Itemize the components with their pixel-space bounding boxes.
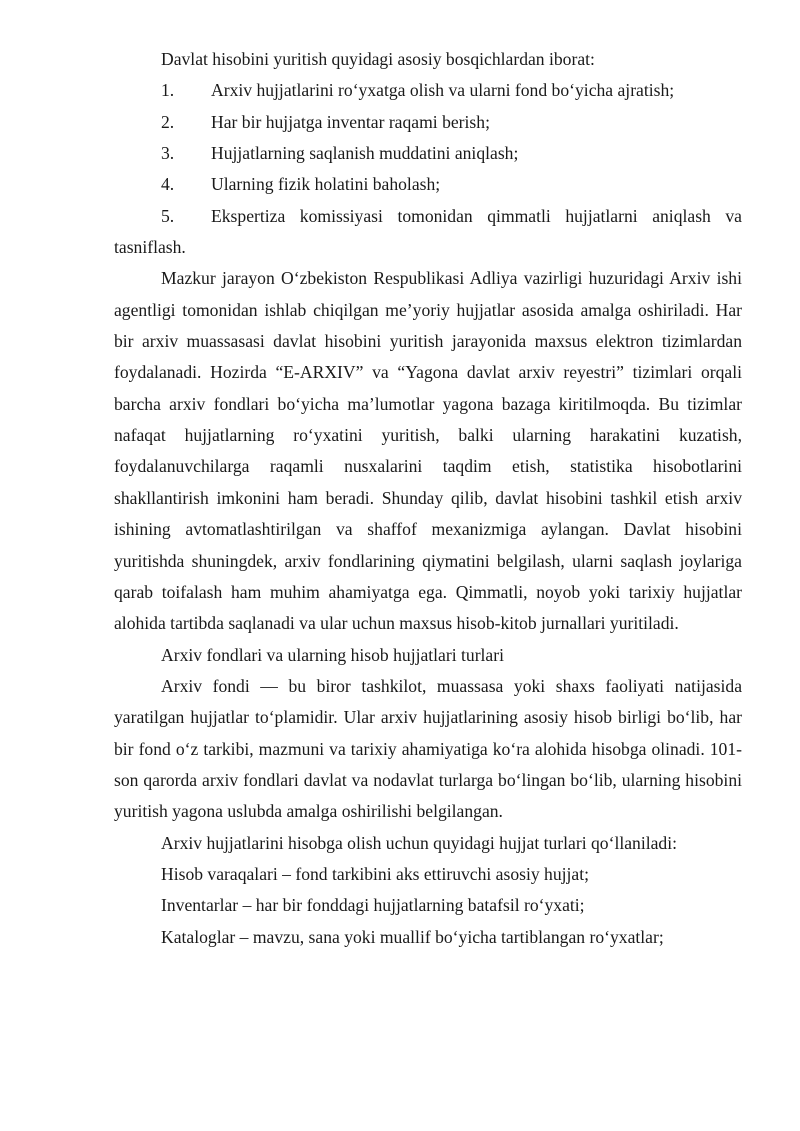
list-number: 2. [161,111,175,132]
list-number: 3. [161,143,175,164]
list-text: Ekspertiza komissiyasi tomonidan qimmatli hujjatlarni aniqlash va tasniflash. [114,205,742,258]
list-number: 5. [161,205,175,226]
list-item-step-1 [114,75,742,106]
list-item-step-3 [114,138,742,169]
list-number: 1. [161,80,175,101]
list-text: Arxiv hujjatlarini ro‘yxatga olish va ularni fond bo‘yicha ajratish; [211,80,675,101]
list-item-type-1: Hisob varaqalari – fond tarkibini aks ettiruvchi asosiy hujjat; [161,863,590,884]
body-paragraph-1: Mazkur jarayon O‘zbekiston Respublikasi Adliya vazirligi huzuridagi Arxiv ishi agentligi tomonidan ishlab chiqilgan me’yoriy hujjatlar asosida amalga oshiriladi. Har bir arxiv muassasasi davlat hisobini yuritish jarayonida maxsus elektron tizimlardan foydalanadi. Hozirda “E-ARXIV” va “Yagona davlat arxiv reyestri” tizimlari orqali barcha arxiv fondlari bo‘yicha ma’lumotlar yagona bazaga kiritilmoqda. Bu tizimlar nafaqat hujjatlarning ro‘yxatini yuritish, balki ularning harakatini kuzatish, foydalanuvchilarga raqamli nusxalarini taqdim etish, statistika hisobotlarini shakllantirish imkonini ham beradi. Shunday qilib, davlat hisobini tashkil etish arxiv ishining avtomatlashtirilgan va shaffof mexanizmiga aylangan. Davlat hisobini yuritishda shuningdek, arxiv fondlarining qiymatini belgilash, ularni saqlash joylariga qarab toifalash ham muhim ahamiyatga ega. Qimmatli, noyob yoki tarixiy hujjatlar alohida tartibda saqlanadi va ular uchun maxsus hisob-kitob jurnallari yuritiladi. [114,268,742,634]
list-text: Har bir hujjatga inventar raqami berish; [211,111,490,132]
document-body [114,44,742,953]
list-item-type-2: Inventarlar – har bir fonddagi hujjatlarning batafsil ro‘yxati; [161,895,585,916]
list-item-type-3: Kataloglar – mavzu, sana yoki muallif bo‘yicha tartiblangan ro‘yxatlar; [161,926,664,947]
list-item-step-2 [114,107,742,138]
list-item-step-5 [114,201,742,264]
list-number: 4. [161,174,175,195]
body-paragraph-2: Arxiv fondi — bu biror tashkilot, muassasa yoki shaxs faoliyati natijasida yaratilgan hujjatlar to‘plamidir. Ular arxiv hujjatlarining asosiy hisob birligi bo‘lib, har bir fond o‘z tarkibi, mazmuni va tarixiy ahamiyatiga ko‘ra alohida hisobga olinadi. 101-son qarorda arxiv fondlari davlat va nodavlat turlarga bo‘lingan bo‘lib, ularning hisobini yuritish yagona uslubda amalga oshirilishi belgilangan. [114,675,742,822]
body-paragraph-3: Arxiv hujjatlarini hisobga olish uchun quyidagi hujjat turlari qo‘llaniladi: [161,832,677,853]
list-text: Ularning fizik holatini baholash; [211,174,441,195]
list-text: Hujjatlarning saqlanish muddatini aniqlash; [211,143,519,164]
list-item-step-4 [114,169,742,200]
intro-paragraph: Davlat hisobini yuritish quyidagi asosiy bosqichlardan iborat: [161,49,595,69]
section-heading: Arxiv fondlari va ularning hisob hujjatlari turlari [161,644,504,665]
